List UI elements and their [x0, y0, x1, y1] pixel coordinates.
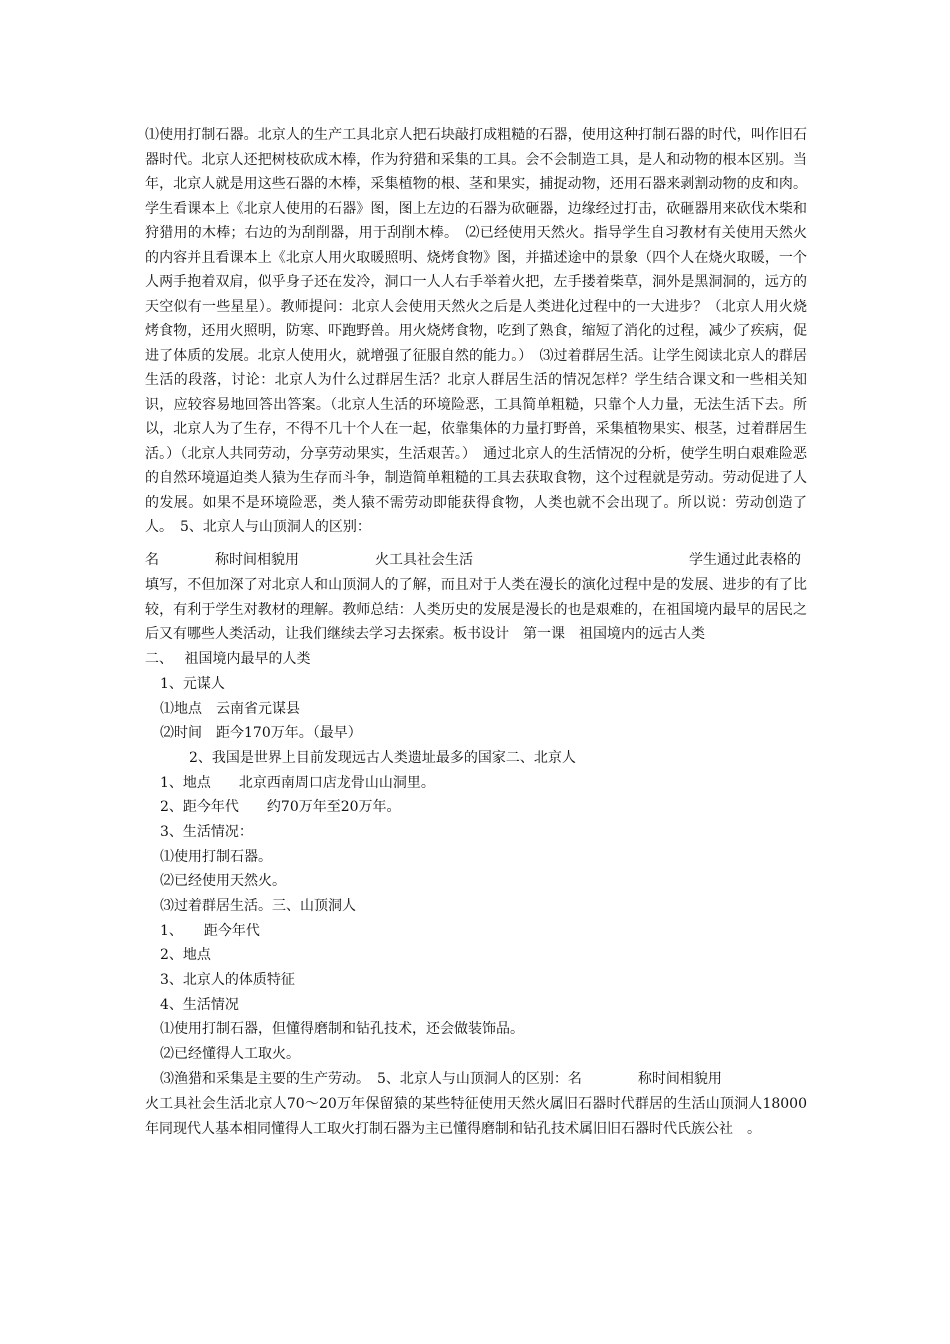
- table-cell-tools: 火工具社会生活: [375, 552, 473, 568]
- outline-item: 1、 距今年代: [160, 923, 260, 939]
- outline-item: ⑴使用打制石器，但懂得磨制和钻孔技术，还会做装饰品。: [160, 1021, 524, 1037]
- outline-item: 1、地点 北京西南周口店龙骨山山洞里。: [160, 775, 435, 791]
- table-cell-time: 称时间相貌用: [215, 552, 299, 568]
- outline-item: ⑵时间 距今170万年。（最早）: [160, 725, 362, 741]
- outline-item: 4、生活情况: [160, 997, 239, 1013]
- body-paragraph-3: 火工具社会生活北京人70～20万年保留猿的某些特征使用天然火属旧石器时代群居的生活山顶洞人18000年同现代人基本相同懂得人工取火打制石器为主已懂得磨制和钻孔技术属旧旧石器时代氏族公社 。: [145, 1096, 807, 1137]
- body-paragraph-2: 填写，不但加深了对北京人和山顶洞人的了解，而且对于人类在漫长的演化过程中是的发展、进步的有了比较，有利于学生对教材的理解。教师总结：人类历史的发展是漫长的也是艰难的，在祖国境内最早的居民之后又有哪些人类活动，让我们继续去学习去探索。板书设计 第一课 祖国境内的远古人类: [145, 577, 807, 642]
- outline-item: 2、距今年代 约70万年至20万年。: [160, 799, 401, 815]
- outline-item: ⑴地点 云南省元谋县: [160, 701, 300, 717]
- outline-item: ⑴使用打制石器。: [160, 849, 272, 865]
- outline-item: ⑵已经使用天然火。: [160, 873, 286, 889]
- outline-item: 1、元谋人: [160, 676, 225, 692]
- outline-heading: 二、 祖国境内最早的人类: [145, 651, 311, 667]
- outline-item: 2、地点: [160, 947, 211, 963]
- outline-item: 3、生活情况：: [160, 824, 253, 840]
- table-cell-note: 学生通过此表格的: [689, 552, 801, 568]
- outline-item: ⑶过着群居生活。三、山顶洞人: [160, 898, 356, 914]
- comparison-table-header: [145, 548, 807, 573]
- table-cell-name: 名: [145, 552, 159, 568]
- outline-item: ⑶渔猎和采集是主要的生产劳动。 5、北京人与山顶洞人的区别：名 称时间相貌用: [160, 1071, 722, 1087]
- outline-item: 2、我国是世界上目前发现远古人类遗址最多的国家二、北京人: [189, 750, 576, 766]
- body-paragraph-1: ⑴使用打制石器。北京人的生产工具北京人把石块敲打成粗糙的石器，使用这种打制石器的时代，叫作旧石器时代。北京人还把树枝砍成木棒，作为狩猎和采集的工具。会不会制造工具，是人和动物的根本区别。当年，北京人就是用这些石器的木棒，采集植物的根、茎和果实，捕捉动物，还用石器来剥割动物的皮和肉。学生看课本上《北京人使用的石器》图，图上左边的石器为砍砸器，边缘经过打击，砍砸器用来砍伐木柴和狩猎用的木棒；右边的为刮削器，用于刮削木棒。 ⑵已经使用天然火。指导学生自习教材有关使用天然火的内容并且看课本上《北京人用火取暖照明、烧烤食物》图，并描述途中的景象（四个人在烧火取暖，一个人两手抱着双肩，似乎身子还在发冷，洞口一人人右手举着火把，左手搂着柴草，洞外是黑洞洞的，远方的天空似有一些星星）。教师提问：北京人会使用天然火之后是人类进化过程中的一大进步？（北京人用火烧烤食物，还用火照明，防寒、吓跑野兽。用火烧烤食物，吃到了熟食，缩短了消化的过程，减少了疾病，促进了体质的发展。北京人使用火，就增强了征服自然的能力。） ⑶过着群居生活。让学生阅读北京人的群居生活的段落，讨论：北京人为什么过群居生活？北京人群居生活的情况怎样？学生结合课文和一些相关知识，应较容易地回答出答案。（北京人生活的环境险恶，工具简单粗糙，只靠个人力量，无法生活下去。所以，北京人为了生存，不得不几十个人在一起，依靠集体的力量打野兽，采集植物果实、根茎，过着群居生活。）（北京人共同劳动，分享劳动果实，生活艰苦。） 通过北京人的生活情况的分析，使学生明白艰难险恶的自然环境逼迫类人猿为生存而斗争，制造简单粗糙的工具去获取食物，这个过程就是劳动。劳动促进了人的发展。如果不是环境险恶，类人猿不需劳动即能获得食物，人类也就不会出现了。所以说：劳动创造了人。 5、北京人与山顶洞人的区别：: [145, 127, 807, 535]
- outline-item: 3、北京人的体质特征: [160, 972, 295, 988]
- outline-item: ⑵已经懂得人工取火。: [160, 1046, 300, 1062]
